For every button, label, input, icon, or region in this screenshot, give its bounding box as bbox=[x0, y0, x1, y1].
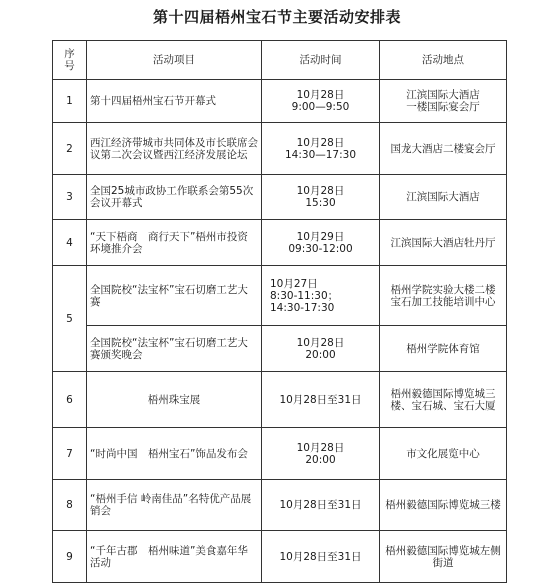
row-time: 10月28日 20:00 bbox=[262, 428, 380, 480]
row-place: 梧州毅德国际博览城左侧街道 bbox=[380, 531, 507, 583]
row-activity: “梧州手信 岭南佳品”名特优产品展销会 bbox=[87, 480, 262, 531]
row-activity: “时尚中国 梧州宝石”饰品发布会 bbox=[87, 428, 262, 480]
table-row bbox=[53, 326, 507, 372]
header-place: 活动地点 bbox=[380, 41, 507, 80]
row-place: 梧州毅德国际博览城三楼 bbox=[380, 480, 507, 531]
table-header-row bbox=[53, 41, 507, 80]
row-place: 江滨国际大酒店牡丹厅 bbox=[380, 220, 507, 266]
row-num: 7 bbox=[53, 428, 87, 480]
row-time: 10月28日 15:30 bbox=[262, 175, 380, 220]
table-row bbox=[53, 372, 507, 428]
row-activity: 西江经济带城市共同体及市长联席会议第二次会议暨西江经济发展论坛 bbox=[87, 123, 262, 175]
row-activity: 全国院校“法宝杯”宝石切磨工艺大赛 bbox=[87, 266, 262, 326]
row-time: 10月28日 9:00—9:50 bbox=[262, 80, 380, 123]
activity-schedule-table bbox=[52, 40, 507, 583]
table-row bbox=[53, 266, 507, 326]
row-num: 6 bbox=[53, 372, 87, 428]
row-time: 10月28日至31日 bbox=[262, 480, 380, 531]
table-row bbox=[53, 480, 507, 531]
row-num: 2 bbox=[53, 123, 87, 175]
table-row bbox=[53, 428, 507, 480]
row-activity: 全国25城市政协工作联系会第55次会议开幕式 bbox=[87, 175, 262, 220]
row-num: 4 bbox=[53, 220, 87, 266]
row-activity: “千年古郡 梧州味道”美食嘉年华活动 bbox=[87, 531, 262, 583]
row-place: 梧州学院实验大楼二楼 宝石加工技能培训中心 bbox=[380, 266, 507, 326]
row-place: 国龙大酒店二楼宴会厅 bbox=[380, 123, 507, 175]
row-activity: 全国院校“法宝杯”宝石切磨工艺大赛颁奖晚会 bbox=[87, 326, 262, 372]
table-row bbox=[53, 220, 507, 266]
row-num: 1 bbox=[53, 80, 87, 123]
header-time: 活动时间 bbox=[262, 41, 380, 80]
row-num: 8 bbox=[53, 480, 87, 531]
row-place: 梧州毅德国际博览城三楼、宝石城、宝石大厦 bbox=[380, 372, 507, 428]
page-title: 第十四届梧州宝石节主要活动安排表 bbox=[152, 8, 401, 26]
row-time: 10月28日至31日 bbox=[262, 372, 380, 428]
row-time: 10月28日 14:30—17:30 bbox=[262, 123, 380, 175]
row-place: 梧州学院体育馆 bbox=[380, 326, 507, 372]
row-place: 江滨国际大酒店 一楼国际宴会厅 bbox=[380, 80, 507, 123]
row-place: 市文化展览中心 bbox=[380, 428, 507, 480]
row-time: 10月28日至31日 bbox=[262, 531, 380, 583]
table-row bbox=[53, 123, 507, 175]
table-row bbox=[53, 531, 507, 583]
table-row bbox=[53, 175, 507, 220]
table-row bbox=[53, 80, 507, 123]
row-num: 9 bbox=[53, 531, 87, 583]
row-time: 10月27日 8:30-11:30； 14:30-17:30 bbox=[262, 266, 380, 326]
row-place: 江滨国际大酒店 bbox=[380, 175, 507, 220]
header-num: 序 号 bbox=[53, 41, 87, 80]
row-time: 10月28日 20:00 bbox=[262, 326, 380, 372]
row-num: 5 bbox=[53, 266, 87, 372]
row-num: 3 bbox=[53, 175, 87, 220]
row-time: 10月29日 09:30-12:00 bbox=[262, 220, 380, 266]
row-activity: 梧州珠宝展 bbox=[87, 372, 262, 428]
row-activity: 第十四届梧州宝石节开幕式 bbox=[87, 80, 262, 123]
header-activity: 活动项目 bbox=[87, 41, 262, 80]
row-activity: “天下梧商 商行天下”梧州市投资环境推介会 bbox=[87, 220, 262, 266]
